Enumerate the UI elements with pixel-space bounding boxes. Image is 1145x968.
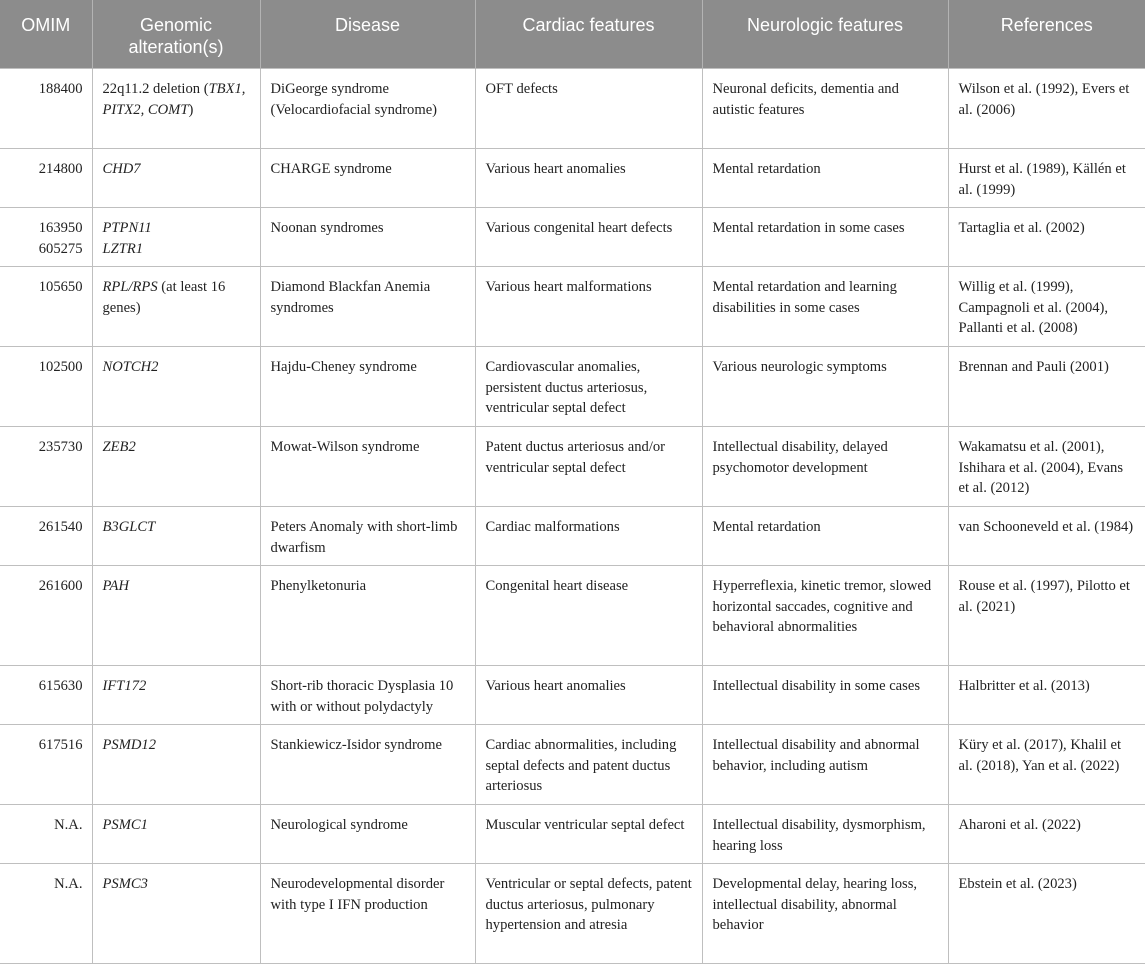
omim-id: 163950 [38, 220, 83, 236]
gene-name: PSMD12 [102, 737, 157, 753]
header-disease: Disease [260, 0, 475, 69]
cell-omim [0, 725, 92, 805]
cell-disease: Short-rib thoracic Dysplasia 10 with or without polydactyly [260, 666, 475, 725]
cell-genomic-alteration [92, 666, 260, 725]
cell-disease: CHARGE syndrome [260, 149, 475, 208]
cell-genomic-alteration [92, 267, 260, 347]
cell-references: Brennan and Pauli (2001) [948, 347, 1145, 427]
gene-name: RPL/RPS [102, 279, 158, 295]
cell-genomic-alteration [92, 805, 260, 864]
omim-id: 105650 [38, 279, 83, 295]
cell-references: van Schooneveld et al. (1984) [948, 507, 1145, 566]
cell-disease: DiGeorge syndrome (Velocardiofacial syndrome) [260, 69, 475, 149]
omim-id: N.A. [54, 876, 83, 892]
table-row [0, 208, 1145, 267]
gene-name: NOTCH2 [102, 359, 159, 375]
cell-cardiac-features: Ventricular or septal defects, patent ductus arteriosus, pulmonary hypertension and atresia [475, 864, 702, 964]
cell-omim [0, 208, 92, 267]
cell-neurologic-features: Various neurologic symptoms [702, 347, 948, 427]
cell-references: Ebstein et al. (2023) [948, 864, 1145, 964]
table-row [0, 347, 1145, 427]
cell-cardiac-features: OFT defects [475, 69, 702, 149]
table-row [0, 507, 1145, 566]
table-row [0, 149, 1145, 208]
cell-neurologic-features: Intellectual disability and abnormal behavior, including autism [702, 725, 948, 805]
cell-references: Küry et al. (2017), Khalil et al. (2018), Yan et al. (2022) [948, 725, 1145, 805]
cell-cardiac-features: Various heart malformations [475, 267, 702, 347]
cell-references: Willig et al. (1999), Campagnoli et al. (2004), Pallanti et al. (2008) [948, 267, 1145, 347]
cell-references: Rouse et al. (1997), Pilotto et al. (2021) [948, 566, 1145, 666]
header-cardiac-features: Cardiac features [475, 0, 702, 69]
cell-cardiac-features: Muscular ventricular septal defect [475, 805, 702, 864]
cell-genomic-alteration [92, 427, 260, 507]
gene-name: PSMC1 [102, 817, 148, 833]
header-references: References [948, 0, 1145, 69]
cell-genomic-alteration [92, 864, 260, 964]
omim-id: 235730 [38, 439, 83, 455]
gene-name: PAH [102, 578, 129, 594]
cell-neurologic-features: Hyperreflexia, kinetic tremor, slowed horizontal saccades, cognitive and behavioral abnormalities [702, 566, 948, 666]
cell-neurologic-features: Neuronal deficits, dementia and autistic features [702, 69, 948, 149]
omim-id: 605275 [38, 240, 83, 257]
cell-neurologic-features: Intellectual disability, delayed psychomotor development [702, 427, 948, 507]
cell-cardiac-features: Various congenital heart defects [475, 208, 702, 267]
header-row [0, 0, 1145, 69]
table-row [0, 267, 1145, 347]
cell-cardiac-features: Cardiovascular anomalies, persistent ductus arteriosus, ventricular septal defect [475, 347, 702, 427]
alteration-text: (at least 16 genes) [102, 279, 226, 316]
cell-omim [0, 805, 92, 864]
cell-cardiac-features: Cardiac malformations [475, 507, 702, 566]
cell-genomic-alteration [92, 149, 260, 208]
table-row [0, 427, 1145, 507]
header-genomic-alterations: Genomic alteration(s) [92, 0, 260, 69]
cell-disease: Peters Anomaly with short-limb dwarfism [260, 507, 475, 566]
cell-neurologic-features: Intellectual disability, dysmorphism, hearing loss [702, 805, 948, 864]
cell-genomic-alteration [92, 566, 260, 666]
cell-disease: Stankiewicz-Isidor syndrome [260, 725, 475, 805]
cell-omim [0, 666, 92, 725]
cell-genomic-alteration [92, 347, 260, 427]
cell-references: Wilson et al. (1992), Evers et al. (2006) [948, 69, 1145, 149]
cell-cardiac-features: Patent ductus arteriosus and/or ventricular septal defect [475, 427, 702, 507]
table-row [0, 864, 1145, 964]
cell-references: Aharoni et al. (2022) [948, 805, 1145, 864]
header-omim: OMIM [0, 0, 92, 69]
cell-omim [0, 566, 92, 666]
cell-genomic-alteration [92, 725, 260, 805]
omim-id: 188400 [38, 81, 83, 97]
omim-id: 615630 [38, 678, 83, 694]
cell-disease: Phenylketonuria [260, 566, 475, 666]
cell-omim [0, 864, 92, 964]
table-row [0, 666, 1145, 725]
alteration-text: ) [188, 101, 194, 118]
cell-neurologic-features: Mental retardation in some cases [702, 208, 948, 267]
cell-disease: Neurodevelopmental disorder with type I IFN production [260, 864, 475, 964]
cell-references: Tartaglia et al. (2002) [948, 208, 1145, 267]
cell-omim [0, 149, 92, 208]
cell-references: Hurst et al. (1989), Källén et al. (1999) [948, 149, 1145, 208]
cell-omim [0, 69, 92, 149]
cell-omim [0, 347, 92, 427]
cell-references: Halbritter et al. (2013) [948, 666, 1145, 725]
cell-neurologic-features: Developmental delay, hearing loss, intellectual disability, abnormal behavior [702, 864, 948, 964]
gene-name: B3GLCT [102, 519, 156, 535]
omim-id: 214800 [38, 161, 83, 177]
cell-genomic-alteration [92, 507, 260, 566]
cell-cardiac-features: Various heart anomalies [475, 666, 702, 725]
cell-neurologic-features: Mental retardation and learning disabilities in some cases [702, 267, 948, 347]
omim-id: 102500 [38, 359, 83, 375]
cell-disease: Diamond Blackfan Anemia syndromes [260, 267, 475, 347]
cell-disease: Mowat-Wilson syndrome [260, 427, 475, 507]
gene-name: IFT172 [102, 678, 147, 694]
table-body [0, 69, 1145, 964]
gene-name: CHD7 [102, 161, 141, 177]
cell-disease: Noonan syndromes [260, 208, 475, 267]
cell-genomic-alteration [92, 208, 260, 267]
cell-cardiac-features: Cardiac abnormalities, including septal defects and patent ductus arteriosus [475, 725, 702, 805]
omim-id: 261600 [38, 578, 83, 594]
gene-name: PSMC3 [102, 876, 148, 892]
table-header [0, 0, 1145, 69]
gene-name: PTPN11 [102, 220, 152, 236]
cell-disease: Hajdu-Cheney syndrome [260, 347, 475, 427]
gene-name: TBX1, PITX2, COMT [102, 81, 246, 118]
omim-id: 261540 [38, 519, 83, 535]
cell-neurologic-features: Mental retardation [702, 149, 948, 208]
cell-neurologic-features: Mental retardation [702, 507, 948, 566]
omim-id: 617516 [38, 737, 83, 753]
table-row [0, 566, 1145, 666]
table-row [0, 69, 1145, 149]
cell-omim [0, 507, 92, 566]
table-row [0, 805, 1145, 864]
gene-name: ZEB2 [102, 439, 136, 455]
cell-omim [0, 267, 92, 347]
cell-disease: Neurological syndrome [260, 805, 475, 864]
cell-genomic-alteration [92, 69, 260, 149]
header-neurologic-features: Neurologic features [702, 0, 948, 69]
cell-references: Wakamatsu et al. (2001), Ishihara et al. (2004), Evans et al. (2012) [948, 427, 1145, 507]
omim-id: N.A. [54, 817, 83, 833]
alteration-text: 22q11.2 deletion ( [102, 81, 209, 97]
table-row [0, 725, 1145, 805]
cell-cardiac-features: Various heart anomalies [475, 149, 702, 208]
cell-neurologic-features: Intellectual disability in some cases [702, 666, 948, 725]
gene-name: LZTR1 [102, 240, 144, 257]
cell-omim [0, 427, 92, 507]
cell-cardiac-features: Congenital heart disease [475, 566, 702, 666]
